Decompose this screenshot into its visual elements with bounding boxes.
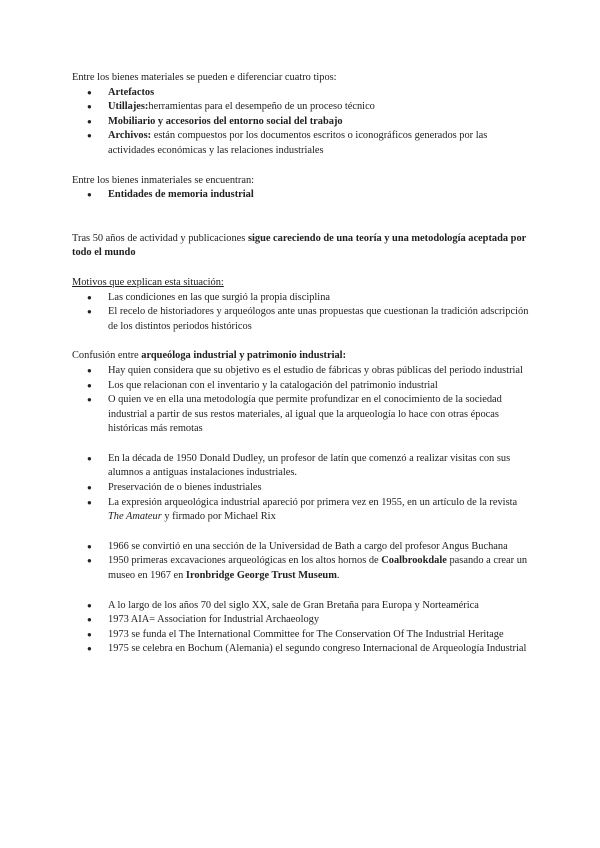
immaterial-goods-list <box>72 188 532 203</box>
list-item: ● En la década de 1950 Donald Dudley, un profesor de latín que comenzó a realizar visitas con sus alumnos a antiguas instalaciones industriales. <box>72 452 532 481</box>
list-item: ● 1973 AIA= Association for Industrial Archaeology <box>72 613 532 628</box>
reasons-list <box>72 291 532 335</box>
list-item: ● El recelo de historiadores y arqueólogos ante unas propuestas que cuestionan la tradición adscripción de los distintos periodos históricos <box>72 305 532 334</box>
confusion-list <box>72 364 532 437</box>
list-item: ● Utillajes:herramientas para el desempeño de un proceso técnico <box>72 100 532 115</box>
expansion-list <box>72 599 532 657</box>
reasons-heading: Motivos que explican esta situación: <box>72 276 224 288</box>
list-item: ● 1975 se celebra en Bochum (Alemania) el segundo congreso Internacional de Arqueología Industrial <box>72 642 532 657</box>
material-goods-intro: Entre los bienes materiales se pueden e diferenciar cuatro tipos: <box>72 72 337 83</box>
list-item: ● Preservación de o bienes industriales <box>72 481 532 496</box>
immaterial-goods-intro: Entre los bienes inmateriales se encuentran: <box>72 174 255 186</box>
list-item: ● 1973 se funda el The International Committee for The Conservation Of The Industrial Heritage <box>72 628 532 643</box>
development-list <box>72 540 532 584</box>
material-goods-list <box>72 86 532 159</box>
origins-list <box>72 452 532 525</box>
list-item: ● Las condiciones en las que surgió la propia disciplina <box>72 291 532 306</box>
list-item: ● Los que relacionan con el inventario y la catalogación del patrimonio industrial <box>72 379 532 394</box>
list-item: ● Hay quien considera que su objetivo es el estudio de fábricas y obras públicas del periodo industrial <box>72 364 532 379</box>
theory-paragraph: Tras 50 años de actividad y publicaciones sigue careciendo de una teoría y una metodología aceptada por todo el mundo <box>72 232 527 259</box>
list-item: ● O quien ve en ella una metodología que permite profundizar en el conocimiento de la sociedad industrial a partir de sus restos materiales, al igual que la arqueología lo hace con otras épocas históricas más remotas <box>72 393 532 437</box>
list-item: ● 1966 se convirtió en una sección de la Universidad de Bath a cargo del profesor Angus Buchana <box>72 540 532 555</box>
list-item: ● Entidades de memoria industrial <box>72 188 532 203</box>
list-item: ● Mobiliario y accesorios del entorno social del trabajo <box>72 115 532 130</box>
list-item: ● La expresión arqueológica industrial apareció por primera vez en 1955, en un artículo de la revista The Amateur y firmado por Michael Rix <box>72 496 532 525</box>
list-item: ● A lo largo de los años 70 del siglo XX, sale de Gran Bretaña para Europa y Norteamérica <box>72 599 532 614</box>
list-item: ● Artefactos <box>72 86 532 101</box>
confusion-heading: Confusión entre arqueóloga industrial y patrimonio industrial: <box>72 350 347 362</box>
list-item: ● 1950 primeras excavaciones arqueológicas en los altos hornos de Coalbrookdale pasando a crear un museo en 1967 en Ironbridge George Trust Museum. <box>72 554 532 583</box>
list-item: ● Archivos: están compuestos por los documentos escritos o iconográficos generados por las actividades económicas y las relaciones industriales <box>72 129 532 158</box>
document-page <box>72 71 532 657</box>
